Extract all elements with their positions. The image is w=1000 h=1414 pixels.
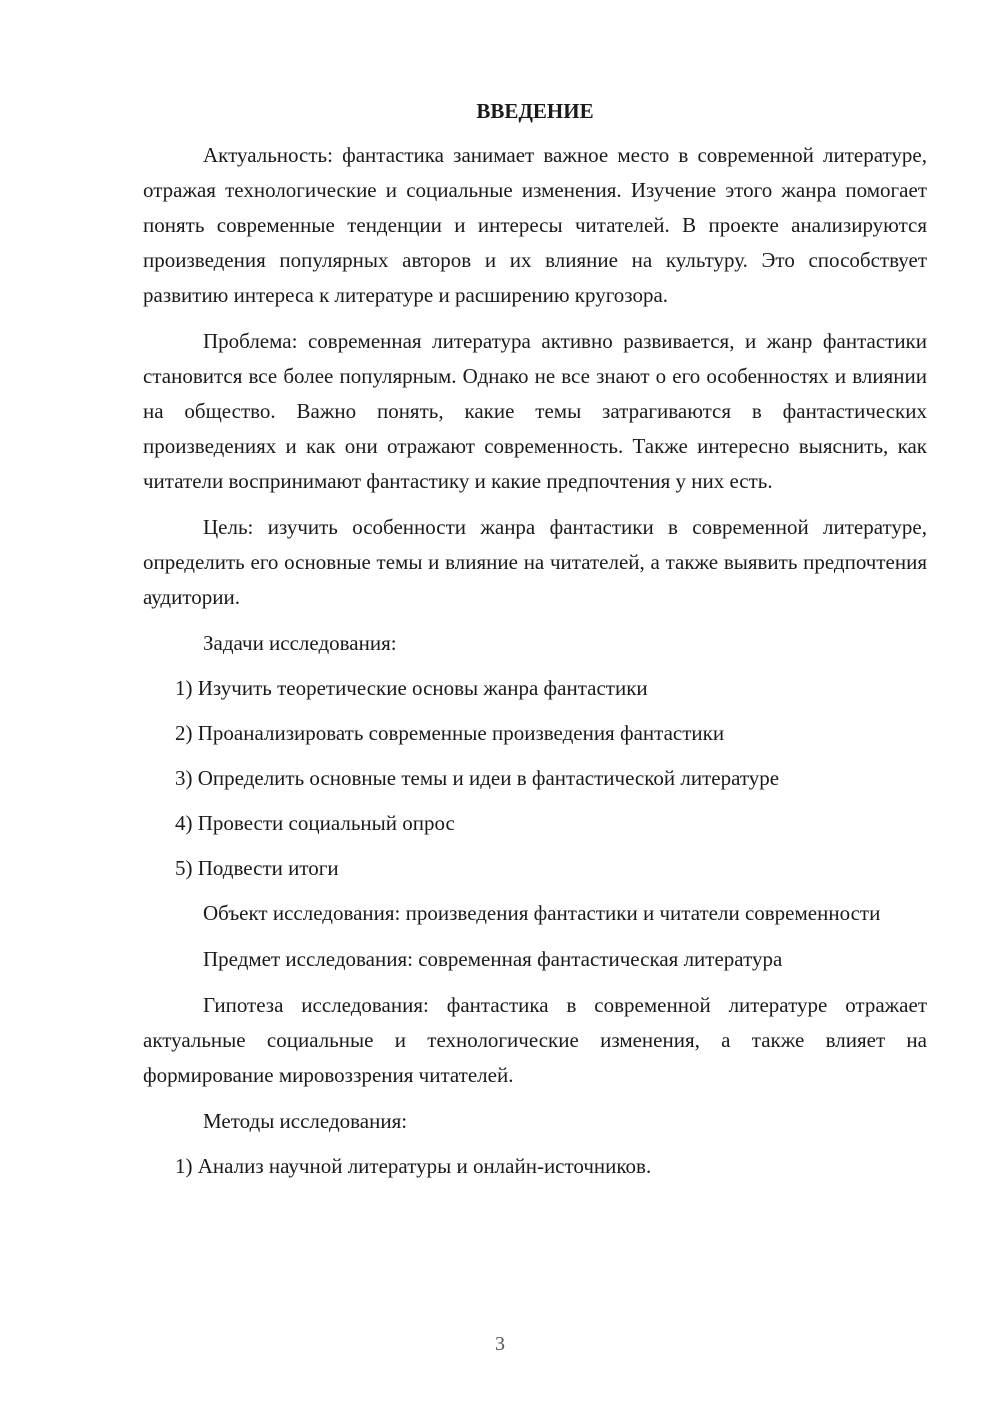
tasks-list	[143, 671, 927, 886]
list-item: 3) Определить основные темы и идеи в фантастической литературе	[175, 766, 780, 790]
page-number: 3	[495, 1333, 505, 1355]
list-item: 1) Анализ научной литературы и онлайн-источников.	[175, 1154, 652, 1178]
hypothesis-paragraph: Гипотеза исследования: фантастика в современной литературе отражает актуальные социальные и технологические изменения, а также влияет на формирование мировоззрения читателей.	[143, 993, 927, 1087]
document-page	[143, 96, 927, 1194]
section-title: ВВЕДЕНИЕ	[476, 99, 594, 123]
list-item: 4) Провести социальный опрос	[175, 811, 455, 835]
list-item: 1) Изучить теоретические основы жанра фантастики	[175, 676, 648, 700]
tasks-heading: Задачи исследования:	[203, 631, 397, 655]
methods-heading: Методы исследования:	[203, 1109, 408, 1133]
list-item: 2) Проанализировать современные произведения фантастики	[175, 721, 725, 745]
subject-paragraph: Предмет исследования: современная фантастическая литература	[203, 947, 783, 971]
goal-paragraph: Цель: изучить особенности жанра фантастики в современной литературе, определить его основные темы и влияние на читателей, а также выявить предпочтения аудитории.	[143, 515, 927, 609]
object-paragraph: Объект исследования: произведения фантастики и читатели современности	[203, 901, 881, 925]
list-item: 5) Подвести итоги	[175, 856, 339, 880]
relevance-paragraph: Актуальность: фантастика занимает важное место в современной литературе, отражая технологические и социальные изменения. Изучение этого жанра помогает понять современные тенденции и интересы читателей. В проекте анализируются произведения популярных авторов и их влияние на культуру. Это способствует развитию интереса к литературе и расширению кругозора.	[143, 143, 927, 307]
problem-paragraph: Проблема: современная литература активно развивается, и жанр фантастики становится все более популярным. Однако не все знают о его особенностях и влиянии на общество. Важно понять, какие темы затрагиваются в фантастических произведениях и как они отражают современность. Также интересно выяснить, как читатели воспринимают фантастику и какие предпочтения у них есть.	[143, 329, 927, 493]
methods-list	[143, 1149, 927, 1184]
